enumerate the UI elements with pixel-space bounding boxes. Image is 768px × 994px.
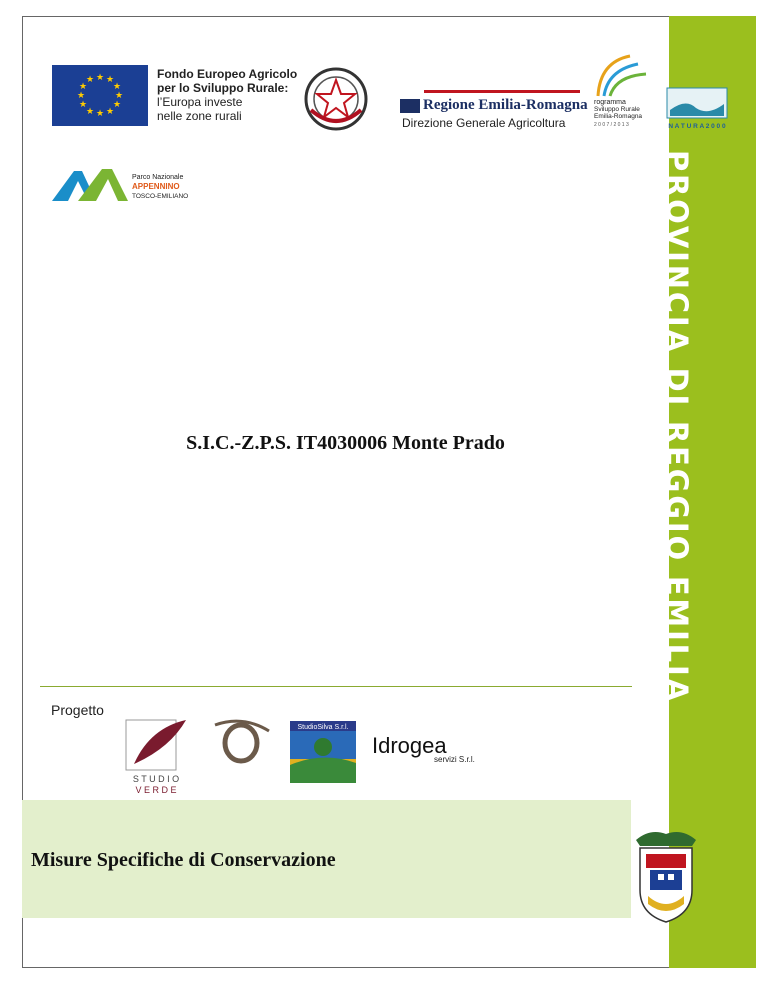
progetto-label: Progetto [51, 702, 104, 718]
svg-text:★: ★ [114, 91, 124, 101]
svg-text:★: ★ [78, 82, 88, 92]
site-title: S.I.C.-Z.P.S. IT4030006 Monte Prado [186, 432, 505, 454]
svg-text:★: ★ [105, 75, 115, 85]
svg-text:★: ★ [95, 73, 105, 83]
svg-text:Emilia-Romagna: Emilia-Romagna [594, 113, 643, 120]
studio-silva-logo [290, 721, 356, 785]
regione-red-line [424, 90, 580, 93]
bird-logo [213, 715, 273, 765]
svg-text:N A T U R A 2 0 0 0: N A T U R A 2 0 0 0 [668, 123, 726, 130]
province-crest [630, 828, 702, 924]
natura-2000-logo [666, 86, 730, 130]
psr-logo [590, 52, 658, 128]
svg-text:Sviluppo Rurale: Sviluppo Rurale [594, 106, 640, 113]
regione-name: Regione Emilia-Romagna [423, 97, 588, 113]
svg-text:APPENNINO: APPENNINO [132, 182, 180, 191]
eu-flag-logo [52, 65, 148, 126]
regione-emilia-romagna-logo [400, 90, 588, 130]
regione-subtitle: Direzione Generale Agricoltura [402, 116, 566, 130]
svg-text:★: ★ [112, 82, 122, 92]
svg-text:S T U D I O: S T U D I O [132, 774, 180, 784]
italian-republic-emblem [303, 66, 369, 132]
svg-text:★: ★ [95, 109, 105, 119]
svg-text:★: ★ [76, 91, 86, 101]
svg-text:★: ★ [85, 75, 95, 85]
parco-nazionale-logo [52, 165, 202, 207]
eu-fund-text: Fondo Europeo Agricolo per lo Sviluppo Rurale: l’Europa investe nelle zone rurali [157, 67, 298, 123]
svg-text:TOSCO-EMILIANO: TOSCO-EMILIANO [132, 193, 189, 200]
idrogea-logo [372, 733, 475, 764]
svg-text:V E R D E: V E R D E [135, 785, 177, 794]
svg-text:★: ★ [85, 107, 95, 117]
svg-text:★: ★ [112, 100, 122, 110]
svg-text:Parco Nazionale: Parco Nazionale [132, 174, 184, 181]
svg-text:2 0 0 7 / 2 0 1 3: 2 0 0 7 / 2 0 1 3 [594, 122, 629, 128]
studio-verde-logo [120, 718, 192, 794]
svg-text:rogramma: rogramma [594, 99, 626, 106]
regione-mark-icon [400, 99, 420, 113]
section-divider [40, 686, 632, 687]
svg-text:★: ★ [105, 107, 115, 117]
document-subtitle: Misure Specifiche di Conservazione [31, 849, 336, 871]
idrogea-subtitle: servizi S.r.l. [434, 755, 475, 764]
svg-text:★: ★ [78, 100, 88, 110]
province-title-vertical [660, 150, 704, 790]
province-title-text: PROVINCIA DI REGGIO EMILIA [660, 150, 694, 704]
svg-text:StudioSilva S.r.l.: StudioSilva S.r.l. [297, 724, 349, 731]
idrogea-name: Idrogea [372, 733, 447, 758]
